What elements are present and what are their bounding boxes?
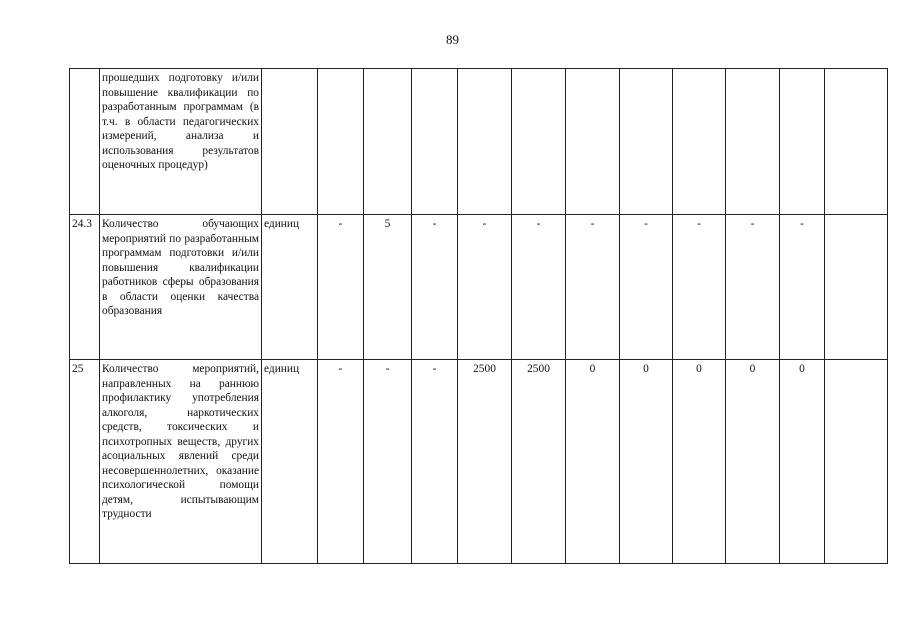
value-cell — [318, 69, 364, 215]
table-row — [70, 215, 888, 360]
value-cell: - — [620, 215, 673, 360]
value-cell: - — [318, 215, 364, 360]
value-cell — [566, 69, 620, 215]
value-cell: 0 — [726, 360, 780, 564]
value-cell: 0 — [780, 360, 825, 564]
value-cell — [726, 69, 780, 215]
value-cell: - — [412, 360, 458, 564]
value-cell — [825, 360, 888, 564]
unit-cell: единиц — [262, 360, 318, 564]
value-cell — [412, 69, 458, 215]
value-cell: 5 — [364, 215, 412, 360]
value-cell: 2500 — [458, 360, 512, 564]
value-cell: - — [318, 360, 364, 564]
value-cell: - — [512, 215, 566, 360]
value-cell — [620, 69, 673, 215]
value-cell — [458, 69, 512, 215]
value-cell — [364, 69, 412, 215]
value-cell: 0 — [673, 360, 726, 564]
table-row — [70, 360, 888, 564]
value-cell — [825, 69, 888, 215]
value-cell: 0 — [566, 360, 620, 564]
table-row — [70, 69, 888, 215]
value-cell — [825, 215, 888, 360]
indicator-name: Количество мероприятий, направленных на раннюю профилактику употребления алкоголя, наркотических средств, токсических и психотропных веществ, других асоциальных явлений среди несовершеннолетних, оказание психологической помощи детям, испытывающим трудности — [100, 360, 262, 564]
unit-cell — [262, 69, 318, 215]
value-cell — [512, 69, 566, 215]
value-cell: - — [412, 215, 458, 360]
value-cell: - — [726, 215, 780, 360]
row-number: 24.3 — [70, 215, 100, 360]
value-cell: - — [458, 215, 512, 360]
value-cell — [673, 69, 726, 215]
unit-cell: единиц — [262, 215, 318, 360]
indicator-name: прошедших подготовку и/или повышение квалификации по разработанным программам (в т.ч. в области педагогических измерений, анализа и использования результатов оценочных процедур) — [100, 69, 262, 215]
value-cell — [780, 69, 825, 215]
value-cell: - — [566, 215, 620, 360]
row-number: 25 — [70, 360, 100, 564]
value-cell: - — [364, 360, 412, 564]
row-number — [70, 69, 100, 215]
indicator-name: Количество обучающих мероприятий по разработанным программам подготовки и/или повышения квалификации работников сферы образования в области оценки качества образования — [100, 215, 262, 360]
value-cell: 2500 — [512, 360, 566, 564]
value-cell: - — [673, 215, 726, 360]
value-cell: - — [780, 215, 825, 360]
value-cell: 0 — [620, 360, 673, 564]
page-number: 89 — [446, 32, 459, 47]
indicators-table — [69, 68, 888, 564]
